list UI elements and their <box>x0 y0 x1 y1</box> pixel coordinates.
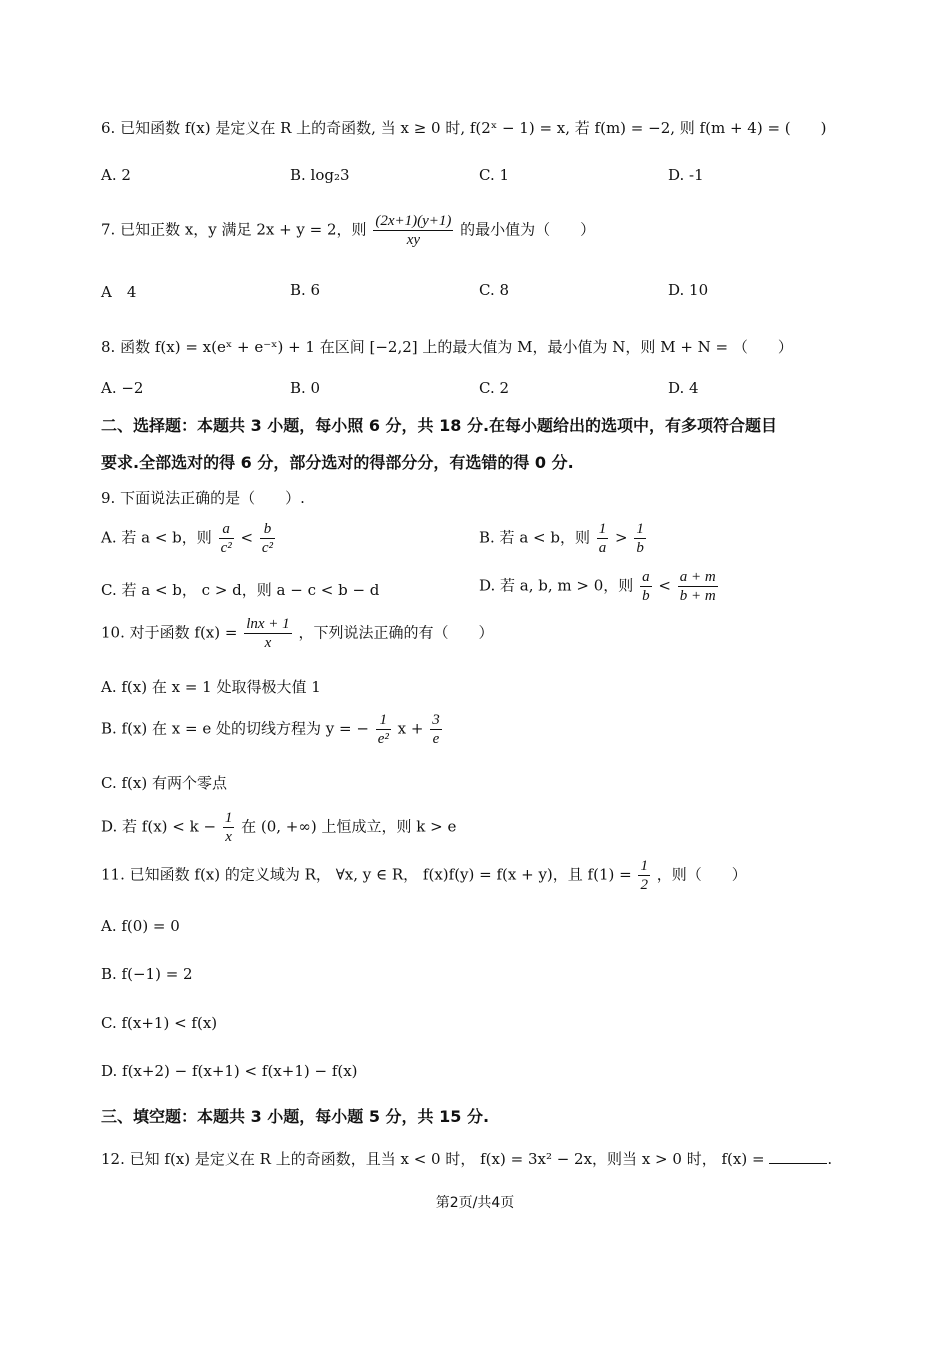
q10-option-b-text: B. f(x) 在 x = e 处的切线方程为 y = − <box>101 719 369 738</box>
q10-b-frac-2-num: 3 <box>432 712 440 728</box>
q10-d-frac <box>223 809 235 846</box>
question-7-stem <box>101 212 595 249</box>
q9-option-b-text: B. 若 a < b，则 <box>479 528 590 547</box>
q9-a-frac-2-den: c² <box>261 540 274 556</box>
section-2-heading-line-1: 二、选择题：本题共 3 小题，每小照 6 分，共 18 分.在每小题给出的选项中，有多项符合题目 <box>101 416 778 435</box>
q11-option-b: B. f(−1) = 2 <box>101 965 193 983</box>
answer-blank[interactable] <box>769 1149 827 1164</box>
q11-stem-pre: 11. 已知函数 f(x) 的定义域为 R， ∀x, y ∈ R， f(x)f(y) = f(x + y)，且 f(1) = <box>101 865 632 884</box>
q11-option-a: A. f(0) = 0 <box>101 917 180 935</box>
q10-b-frac-1-den: e² <box>377 731 389 747</box>
question-6-stem: 6. 已知函数 f(x) 是定义在 R 上的奇函数, 当 x ≥ 0 时, f(2ˣ − 1) = x, 若 f(m) = −2, 则 f(m + 4) = ( ) <box>101 119 827 137</box>
q9-b-frac-1-num: 1 <box>598 521 607 537</box>
q7-frac-num: (2x+1)(y+1) <box>375 213 452 229</box>
q11-fraction <box>638 857 650 894</box>
q12-stem-pre: 12. 已知 f(x) 是定义在 R 上的奇函数，且当 x < 0 时， f(x) = 3x² − 2x，则当 x > 0 时， f(x) = <box>101 1150 765 1168</box>
q9-option-c: C. 若 a < b， c > d，则 a − c < b − d <box>101 581 380 599</box>
q9-d-frac-2-den: b + m <box>679 588 716 604</box>
q7-fraction <box>373 212 453 249</box>
q6-option-b: B. log₂3 <box>290 166 350 184</box>
q9-b-frac-2-den: b <box>636 540 644 556</box>
q7-stem-post: 的最小值为（ ） <box>460 220 596 239</box>
q10-option-d-post: 在 (0, +∞) 上恒成立，则 k > e <box>241 817 457 836</box>
q7-option-d: D. 10 <box>668 281 709 299</box>
q7-frac-den: xy <box>406 232 421 248</box>
question-12-stem <box>101 1148 832 1169</box>
q9-option-d-text: D. 若 a, b, m > 0，则 <box>479 576 634 595</box>
q9-b-frac-2-num: 1 <box>636 521 644 537</box>
q10-option-c: C. f(x) 有两个零点 <box>101 774 227 792</box>
q9-option-d <box>479 568 720 605</box>
section-2-heading-line-2: 要求.全部选对的得 6 分，部分选对的得部分分，有选错的得 0 分. <box>101 453 574 472</box>
q8-option-a: A. −2 <box>101 379 144 397</box>
q10-option-d <box>101 809 456 846</box>
q12-stem-post: . <box>827 1150 833 1168</box>
q11-frac-num: 1 <box>640 858 648 874</box>
q9-a-frac-1-num: a <box>219 520 234 539</box>
q9-d-frac-1-num: a <box>642 569 650 585</box>
q11-option-c: C. f(x+1) < f(x) <box>101 1014 218 1032</box>
question-8-stem: 8. 函数 f(x) = x(eˣ + e⁻ˣ) + 1 在区间 [−2,2] 上的最大值为 M，最小值为 N，则 M + N = （ ） <box>101 338 793 356</box>
question-11-stem <box>101 857 747 894</box>
q9-option-a-text: A. 若 a < b，则 <box>101 528 212 547</box>
q9-a-relation: < <box>240 528 254 547</box>
q9-d-frac-2-num: a + m <box>679 569 716 585</box>
q9-d-frac-1-den: b <box>642 588 650 604</box>
q9-b-frac-1 <box>597 520 609 557</box>
q8-option-c: C. 2 <box>479 379 510 397</box>
q10-option-b <box>101 711 444 748</box>
q8-option-b: B. 0 <box>290 379 321 397</box>
q9-option-a <box>101 520 277 557</box>
q10-b-mid: x + <box>397 719 424 738</box>
q9-option-b <box>479 520 648 557</box>
q10-b-frac-2 <box>430 711 442 748</box>
q10-frac-den: x <box>264 635 272 651</box>
q9-a-frac-2-num: b <box>260 520 275 539</box>
q9-a-frac-1-den: c² <box>220 540 232 556</box>
page-number: 第2页/共4页 <box>435 1195 515 1211</box>
q7-option-a: A 4 <box>101 283 137 301</box>
q10-b-frac-1 <box>376 711 391 748</box>
q10-option-d-text: D. 若 f(x) < k − <box>101 817 217 836</box>
question-10-stem <box>101 615 493 652</box>
q10-b-frac-1-num: 1 <box>376 711 391 730</box>
q10-fraction <box>244 615 291 652</box>
q7-option-b: B. 6 <box>290 281 321 299</box>
q6-option-a: A. 2 <box>101 166 131 184</box>
q7-stem-pre: 7. 已知正数 x，y 满足 2x + y = 2，则 <box>101 220 367 239</box>
q9-b-frac-1-den: a <box>598 540 607 556</box>
q11-frac-den: 2 <box>640 877 648 893</box>
q8-option-d: D. 4 <box>668 379 699 397</box>
q10-stem-post: ，下列说法正确的有（ ） <box>298 623 494 642</box>
q9-a-frac-1 <box>219 520 234 557</box>
q10-stem-pre: 10. 对于函数 f(x) = <box>101 623 238 642</box>
q10-b-frac-2-den: e <box>432 731 440 747</box>
q10-d-frac-num: 1 <box>224 810 233 826</box>
q7-option-c: C. 8 <box>479 281 510 299</box>
q9-b-frac-2 <box>634 520 646 557</box>
q9-d-frac-2 <box>678 568 718 605</box>
q9-b-relation: > <box>615 528 628 547</box>
q6-option-d: D. -1 <box>668 166 704 184</box>
q9-d-relation: < <box>658 576 671 595</box>
q9-d-frac-1 <box>640 568 652 605</box>
q11-option-d: D. f(x+2) − f(x+1) < f(x+1) − f(x) <box>101 1062 358 1080</box>
q10-frac-num: lnx + 1 <box>246 616 290 632</box>
q10-option-a: A. f(x) 在 x = 1 处取得极大值 1 <box>101 678 321 696</box>
q6-option-c: C. 1 <box>479 166 510 184</box>
q11-stem-post: ，则（ ） <box>656 865 747 884</box>
q10-d-frac-den: x <box>225 829 232 845</box>
q9-a-frac-2 <box>260 520 275 557</box>
question-9-stem: 9. 下面说法正确的是（ ）. <box>101 489 305 507</box>
section-3-heading: 三、填空题：本题共 3 小题，每小题 5 分，共 15 分. <box>101 1107 490 1126</box>
